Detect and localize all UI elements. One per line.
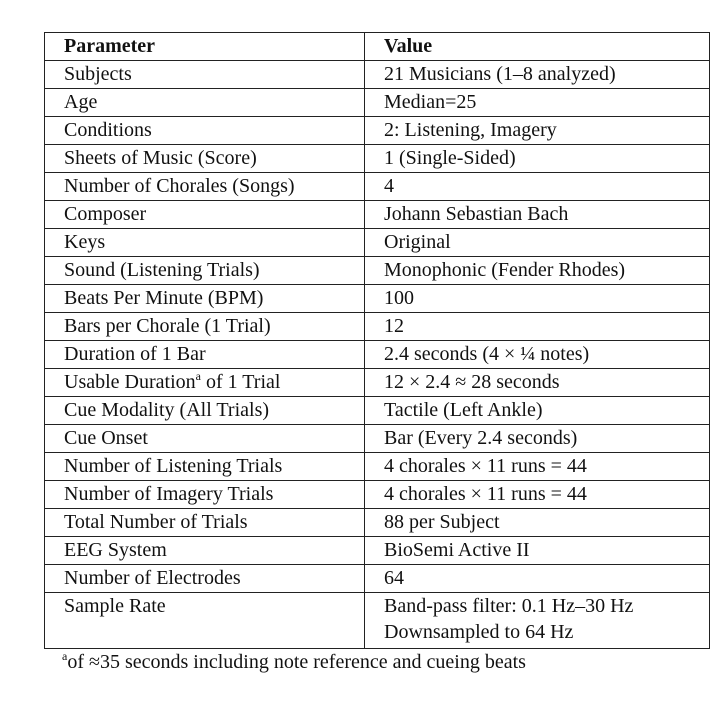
parameter-label: EEG System xyxy=(64,539,167,561)
parameter-cell xyxy=(45,593,365,649)
table-row xyxy=(45,537,710,565)
parameter-cell xyxy=(45,229,365,257)
parameter-label: Cue Onset xyxy=(64,427,148,449)
value-cell xyxy=(365,593,710,649)
footnote-marker: a xyxy=(62,649,68,663)
value-cell xyxy=(365,117,710,145)
value-cell xyxy=(365,173,710,201)
parameter-label: Number of Listening Trials xyxy=(64,455,283,477)
parameter-cell xyxy=(45,173,365,201)
value-text: Original xyxy=(384,231,451,253)
parameter-cell xyxy=(45,89,365,117)
table-row xyxy=(45,593,710,649)
table-row xyxy=(45,341,710,369)
value-text: 4 chorales × 11 runs = 44 xyxy=(384,455,587,477)
parameter-label: Beats Per Minute (BPM) xyxy=(64,287,264,309)
parameter-label: Keys xyxy=(64,231,106,253)
value-cell xyxy=(365,229,710,257)
value-text: BioSemi Active II xyxy=(384,539,530,561)
parameter-label: Total Number of Trials xyxy=(64,511,248,533)
parameter-label: Composer xyxy=(64,203,147,225)
value-cell xyxy=(365,481,710,509)
parameter-cell xyxy=(45,481,365,509)
parameter-cell xyxy=(45,341,365,369)
parameter-label: Number of Chorales (Songs) xyxy=(64,175,295,197)
value-line: Downsampled to 64 Hz xyxy=(384,621,574,643)
parameter-cell xyxy=(45,313,365,341)
value-text: 1 (Single-Sided) xyxy=(384,147,516,169)
parameter-cell xyxy=(45,425,365,453)
table-header-row xyxy=(45,33,710,61)
table-row xyxy=(45,481,710,509)
value-text: 21 Musicians (1–8 analyzed) xyxy=(384,63,616,85)
parameter-label: Age xyxy=(64,91,98,113)
value-cell xyxy=(365,537,710,565)
parameter-label: Sound (Listening Trials) xyxy=(64,259,260,281)
value-cell xyxy=(365,565,710,593)
value-line: Band-pass filter: 0.1 Hz–30 Hz xyxy=(384,595,634,617)
parameter-label: Duration of 1 Bar xyxy=(64,343,206,365)
value-text: 12 × 2.4 ≈ 28 seconds xyxy=(384,371,560,393)
value-cell xyxy=(365,509,710,537)
table-row xyxy=(45,257,710,285)
parameter-label: Sample Rate xyxy=(64,595,166,617)
value-cell xyxy=(365,285,710,313)
value-cell xyxy=(365,313,710,341)
table-row xyxy=(45,369,710,397)
value-cell xyxy=(365,369,710,397)
value-text: Johann Sebastian Bach xyxy=(384,203,569,225)
table-row xyxy=(45,509,710,537)
table-row xyxy=(45,425,710,453)
parameter-cell xyxy=(45,61,365,89)
table-row xyxy=(45,285,710,313)
value-text: 12 xyxy=(384,315,404,337)
parameter-cell xyxy=(45,201,365,229)
value-cell xyxy=(365,341,710,369)
parameter-cell xyxy=(45,145,365,173)
table-row xyxy=(45,229,710,257)
parameter-cell xyxy=(45,453,365,481)
table-row xyxy=(45,565,710,593)
value-cell xyxy=(365,425,710,453)
table-row xyxy=(45,61,710,89)
value-cell xyxy=(365,453,710,481)
parameter-label: Bars per Chorale (1 Trial) xyxy=(64,315,271,337)
value-text: 64 xyxy=(384,567,404,589)
value-cell xyxy=(365,397,710,425)
value-text: Bar (Every 2.4 seconds) xyxy=(384,427,578,449)
parameter-label: Number of Electrodes xyxy=(64,567,241,589)
parameter-cell xyxy=(45,117,365,145)
table-row xyxy=(45,89,710,117)
parameters-table xyxy=(44,32,710,649)
value-cell xyxy=(365,61,710,89)
table-body xyxy=(45,61,710,649)
parameter-label: Sheets of Music (Score) xyxy=(64,147,257,169)
footnote-ref: a xyxy=(195,369,201,383)
header-parameter: Parameter xyxy=(45,33,365,61)
table-row xyxy=(45,145,710,173)
table-row xyxy=(45,313,710,341)
table-row xyxy=(45,201,710,229)
parameter-label: Usable Duration xyxy=(64,371,196,393)
value-text: 2.4 seconds (4 × ¼ notes) xyxy=(384,343,590,365)
table-footnote xyxy=(62,649,526,675)
parameter-cell xyxy=(45,397,365,425)
table-row xyxy=(45,117,710,145)
value-text: 4 xyxy=(384,175,394,197)
value-text: 100 xyxy=(384,287,414,309)
parameter-label: Subjects xyxy=(64,63,132,85)
table-row xyxy=(45,173,710,201)
parameter-cell xyxy=(45,509,365,537)
parameter-cell xyxy=(45,257,365,285)
parameter-cell xyxy=(45,285,365,313)
parameter-cell xyxy=(45,369,365,397)
value-text: 2: Listening, Imagery xyxy=(384,119,557,141)
parameter-label-tail: of 1 Trial xyxy=(200,371,281,393)
value-text: 88 per Subject xyxy=(384,511,500,533)
value-cell xyxy=(365,89,710,117)
header-value: Value xyxy=(365,33,710,61)
parameter-cell xyxy=(45,565,365,593)
value-cell xyxy=(365,201,710,229)
value-text: Median=25 xyxy=(384,91,477,113)
parameter-label: Cue Modality (All Trials) xyxy=(64,399,270,421)
value-text: 4 chorales × 11 runs = 44 xyxy=(384,483,587,505)
value-cell xyxy=(365,145,710,173)
parameter-cell xyxy=(45,537,365,565)
parameter-label: Conditions xyxy=(64,119,152,141)
value-text: Monophonic (Fender Rhodes) xyxy=(384,259,626,281)
value-cell xyxy=(365,257,710,285)
table-row xyxy=(45,453,710,481)
value-text: Tactile (Left Ankle) xyxy=(384,399,543,421)
table-row xyxy=(45,397,710,425)
parameter-label: Number of Imagery Trials xyxy=(64,483,274,505)
footnote-text: of ≈35 seconds including note reference and cueing beats xyxy=(67,651,526,673)
